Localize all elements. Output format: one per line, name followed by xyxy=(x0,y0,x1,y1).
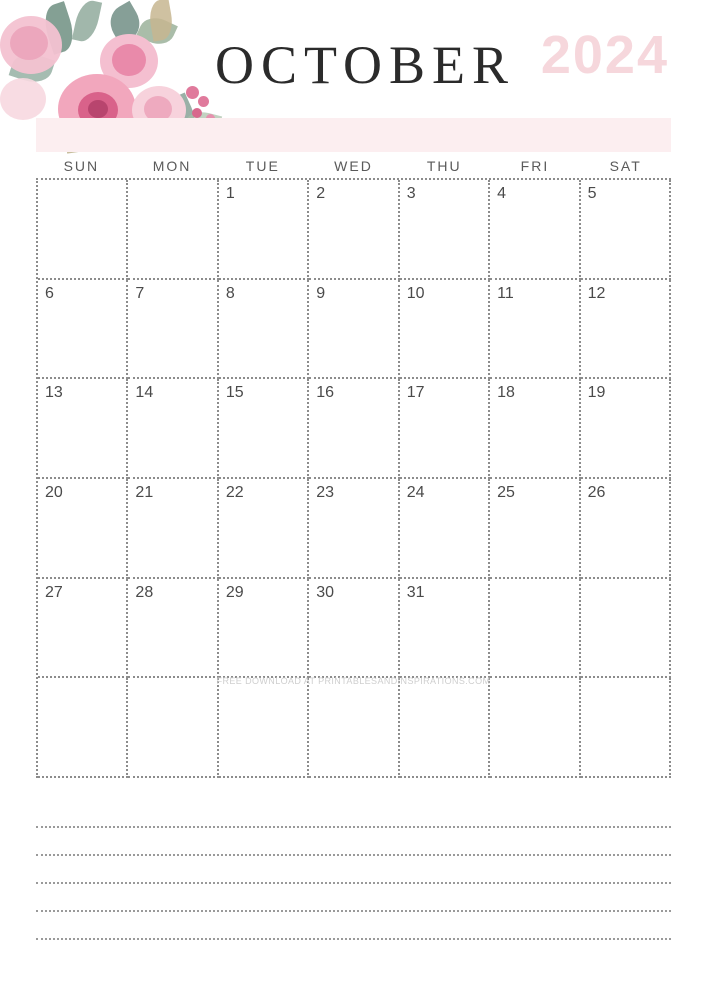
day-cell[interactable] xyxy=(309,678,399,778)
day-cell[interactable] xyxy=(400,678,490,778)
day-number: 14 xyxy=(135,384,154,402)
day-number: 9 xyxy=(316,284,326,302)
day-cell[interactable] xyxy=(128,379,218,479)
day-cell[interactable] xyxy=(128,479,218,579)
day-cell[interactable] xyxy=(581,379,671,479)
day-cell[interactable] xyxy=(490,280,580,380)
day-number: 28 xyxy=(135,583,154,601)
note-line[interactable] xyxy=(36,856,671,884)
weekday-tue: TUE xyxy=(245,158,280,174)
day-number: 6 xyxy=(45,284,54,302)
day-cell[interactable] xyxy=(309,579,399,679)
day-number: 31 xyxy=(406,583,425,601)
day-cell[interactable] xyxy=(128,180,218,280)
day-cell[interactable] xyxy=(309,379,399,479)
notes-section xyxy=(36,800,671,940)
day-number: 1 xyxy=(225,185,235,202)
day-number: 10 xyxy=(406,284,425,302)
day-cell[interactable] xyxy=(400,579,490,679)
day-cell[interactable] xyxy=(490,678,580,778)
weekday-thu: THU xyxy=(426,158,462,174)
day-cell[interactable] xyxy=(581,280,671,380)
calendar-grid xyxy=(36,178,671,778)
day-cell[interactable] xyxy=(38,678,128,778)
day-number: 19 xyxy=(587,384,606,402)
day-cell[interactable] xyxy=(128,280,218,380)
day-cell[interactable] xyxy=(219,280,309,380)
day-cell[interactable] xyxy=(38,479,128,579)
day-number: 12 xyxy=(587,284,606,302)
note-line[interactable] xyxy=(36,884,671,912)
day-cell[interactable] xyxy=(128,579,218,679)
day-cell[interactable] xyxy=(490,479,580,579)
weekday-wed: WED xyxy=(334,158,373,174)
day-cell[interactable] xyxy=(400,280,490,380)
day-number: 30 xyxy=(316,583,335,601)
day-number: 25 xyxy=(497,483,515,501)
day-cell[interactable] xyxy=(400,379,490,479)
day-number: 27 xyxy=(45,583,63,601)
day-cell[interactable] xyxy=(219,379,309,479)
day-cell[interactable] xyxy=(219,180,309,280)
day-number: 8 xyxy=(225,284,235,302)
day-number: 18 xyxy=(497,384,515,402)
day-number: 2 xyxy=(316,185,326,202)
day-number: 16 xyxy=(316,384,335,402)
day-cell[interactable] xyxy=(219,579,309,679)
source-watermark: FREE DOWNLOAD AT PRINTABLESANDINSPIRATIONS.COM xyxy=(216,676,491,686)
day-cell[interactable] xyxy=(581,678,671,778)
day-number: 13 xyxy=(45,384,63,402)
month-title: OCTOBER xyxy=(215,35,516,95)
year-title: 2024 xyxy=(540,25,669,85)
day-cell[interactable] xyxy=(38,579,128,679)
note-line[interactable] xyxy=(36,828,671,856)
weekday-fri: FRI xyxy=(520,158,550,174)
day-number: 29 xyxy=(225,583,244,601)
day-cell[interactable] xyxy=(309,280,399,380)
day-cell[interactable] xyxy=(219,479,309,579)
day-number: 24 xyxy=(406,483,425,501)
day-number: 20 xyxy=(45,483,63,501)
day-cell[interactable] xyxy=(400,180,490,280)
weekday-header-row xyxy=(36,158,671,174)
day-number: 5 xyxy=(587,185,597,202)
note-line[interactable] xyxy=(36,800,671,828)
day-cell[interactable] xyxy=(490,180,580,280)
day-cell[interactable] xyxy=(581,479,671,579)
title-accent-band xyxy=(36,118,671,152)
day-number: 22 xyxy=(225,483,244,501)
note-line[interactable] xyxy=(36,912,671,940)
day-cell[interactable] xyxy=(309,180,399,280)
day-cell[interactable] xyxy=(38,280,128,380)
day-cell[interactable] xyxy=(400,479,490,579)
day-number: 23 xyxy=(316,483,335,501)
day-cell[interactable] xyxy=(490,579,580,679)
day-cell[interactable] xyxy=(219,678,309,778)
day-number: 7 xyxy=(135,284,145,302)
day-cell[interactable] xyxy=(581,579,671,679)
day-cell[interactable] xyxy=(309,479,399,579)
day-number: 26 xyxy=(587,483,606,501)
day-number: 4 xyxy=(497,185,507,202)
weekday-sun: SUN xyxy=(63,158,100,174)
day-number: 15 xyxy=(225,384,244,402)
day-number: 3 xyxy=(406,185,416,202)
day-cell[interactable] xyxy=(38,379,128,479)
day-number: 17 xyxy=(406,384,425,402)
calendar-header xyxy=(0,0,707,160)
weekday-sat: SAT xyxy=(609,158,642,174)
weekday-mon: MON xyxy=(152,158,192,174)
day-cell[interactable] xyxy=(490,379,580,479)
day-number: 11 xyxy=(497,284,514,302)
day-cell[interactable] xyxy=(581,180,671,280)
day-cell[interactable] xyxy=(128,678,218,778)
day-cell[interactable] xyxy=(38,180,128,280)
day-number: 21 xyxy=(135,483,154,501)
